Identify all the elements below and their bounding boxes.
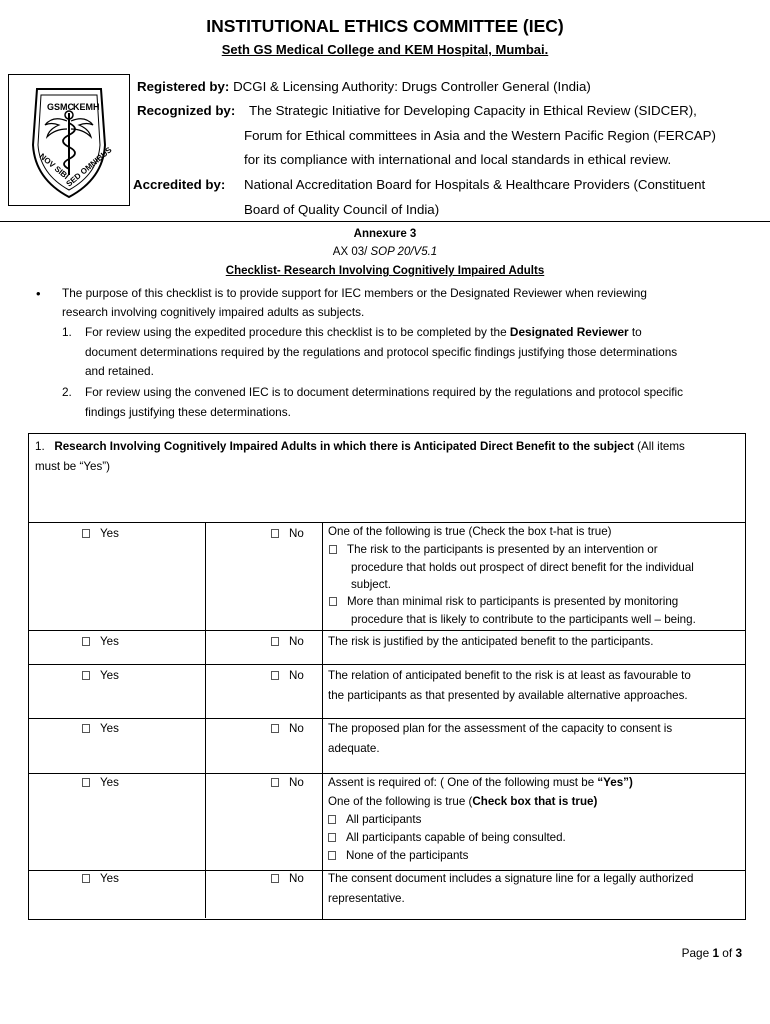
- annexure-code: AX 03/ SOP 20/V5.1: [332, 246, 438, 258]
- yes-option[interactable]: Yes: [82, 722, 119, 735]
- yes-option[interactable]: Yes: [82, 635, 119, 648]
- svg-text:SED OMNIBUS: SED OMNIBUS: [64, 145, 114, 189]
- page-number: Page 1 of 3: [681, 946, 742, 960]
- yes-option[interactable]: Yes: [82, 527, 119, 540]
- intro-item-2-line-1: For review using the convened IEC is to document determinations required by the regulations and protocol specific: [85, 385, 684, 399]
- no-checkbox[interactable]: [271, 529, 279, 538]
- committee-title: INSTITUTIONAL ETHICS COMMITTEE (IEC): [206, 16, 564, 36]
- header-divider: [0, 221, 770, 222]
- institution-subtitle: Seth GS Medical College and KEM Hospital, Mumbai.: [221, 42, 549, 57]
- intro-item-1-line-1: For review using the expedited procedure this checklist is to be completed by the Designated Reviewer to: [85, 325, 642, 339]
- intro-item-1-line-2: document determinations required by the regulations and protocol specific findings justifying those determinations: [85, 345, 678, 359]
- no-checkbox[interactable]: [271, 724, 279, 733]
- accredited-line-1: National Accreditation Board for Hospitals & Healthcare Providers (Constituent: [244, 177, 706, 192]
- no-option[interactable]: No: [271, 722, 304, 735]
- row-6-text: The consent document includes a signature line for a legally authorized representative.: [328, 872, 694, 905]
- yes-option[interactable]: Yes: [82, 872, 119, 885]
- no-checkbox[interactable]: [271, 671, 279, 680]
- recognized-line-2: Forum for Ethical committees in Asia and the Western Pacific Region (FERCAP): [244, 128, 716, 143]
- no-checkbox[interactable]: [271, 874, 279, 883]
- yes-checkbox[interactable]: [82, 637, 90, 646]
- checklist-title: Checklist- Research Involving Cognitively Impaired Adults: [225, 265, 545, 277]
- recognized-label: Recognized by:: [137, 103, 236, 118]
- no-option[interactable]: No: [271, 669, 304, 682]
- no-option[interactable]: No: [271, 872, 304, 885]
- option-checkbox[interactable]: [328, 815, 336, 824]
- intro-item-1-line-3: and retained.: [85, 364, 154, 378]
- yes-checkbox[interactable]: [82, 874, 90, 883]
- institution-logo: [8, 74, 130, 206]
- registered-line: Registered by: DCGI & Licensing Authority: Drugs Controller General (India): [137, 79, 591, 94]
- intro-item-2-line-2: findings justifying these determinations.: [85, 405, 291, 419]
- intro-bullet-line-2: research involving cognitively impaired adults as subjects.: [62, 305, 365, 319]
- no-option[interactable]: No: [271, 635, 304, 648]
- no-option[interactable]: No: [271, 527, 304, 540]
- no-checkbox[interactable]: [271, 778, 279, 787]
- row-4-text: The proposed plan for the assessment of the capacity to consent is adequate.: [328, 722, 673, 755]
- row-3-text: The relation of anticipated benefit to the risk is at least as favourable to the participants as that presented by available alternative approaches.: [328, 669, 691, 702]
- annexure-title: Annexure 3: [353, 228, 417, 240]
- yes-checkbox[interactable]: [82, 724, 90, 733]
- recognized-line-3: for its compliance with international and local standards in ethical review.: [244, 152, 672, 167]
- yes-checkbox[interactable]: [82, 778, 90, 787]
- bullet-dot: •: [36, 286, 41, 301]
- row-divider: [29, 630, 745, 631]
- svg-text:GSMC: GSMC: [47, 102, 74, 112]
- accredited-line-2: Board of Quality Council of India): [244, 202, 440, 217]
- no-checkbox[interactable]: [271, 637, 279, 646]
- intro-item-2-number: 2.: [62, 385, 72, 399]
- checklist-table: [28, 433, 746, 920]
- recognized-line-1: The Strategic Initiative for Developing Capacity in Ethical Review (SIDCER),: [249, 103, 697, 118]
- option-checkbox[interactable]: [329, 597, 337, 606]
- option-checkbox[interactable]: [328, 833, 336, 842]
- option-checkbox[interactable]: [329, 545, 337, 554]
- yes-checkbox[interactable]: [82, 671, 90, 680]
- column-divider: [205, 522, 206, 918]
- yes-option[interactable]: Yes: [82, 776, 119, 789]
- intro-bullet-line-1: The purpose of this checklist is to provide support for IEC members or the Designated Reviewer when reviewing: [62, 286, 647, 300]
- row-divider: [29, 664, 745, 665]
- option-checkbox[interactable]: [328, 851, 336, 860]
- yes-option[interactable]: Yes: [82, 669, 119, 682]
- column-divider: [322, 522, 323, 919]
- yes-checkbox[interactable]: [82, 529, 90, 538]
- svg-text:KEMH: KEMH: [73, 102, 100, 112]
- accredited-label: Accredited by:: [133, 177, 226, 192]
- row-1-text: One of the following is true (Check the box t-hat is true) The risk to the participants is presented by an intervention or procedure that holds out prospect of direct benefit for the individual subject. More than minimal risk to participants is presented by monitoring procedure that is likely to contribute to the participants well – being.: [328, 525, 696, 626]
- no-option[interactable]: No: [271, 776, 304, 789]
- row-2-text: The risk is justified by the anticipated benefit to the participants.: [328, 635, 654, 648]
- intro-item-1-number: 1.: [62, 325, 72, 339]
- section-heading: 1. Research Involving Cognitively Impaired Adults in which there is Anticipated Direct Benefit to the subject (All items must be “Yes”): [35, 440, 685, 473]
- svg-text:NOV SIBI: NOV SIBI: [37, 151, 71, 182]
- row-5-text: Assent is required of: ( One of the following must be “Yes”) One of the following is true (Check box that is true) All participants All participants capable of being consulted. None of the participants: [328, 776, 633, 862]
